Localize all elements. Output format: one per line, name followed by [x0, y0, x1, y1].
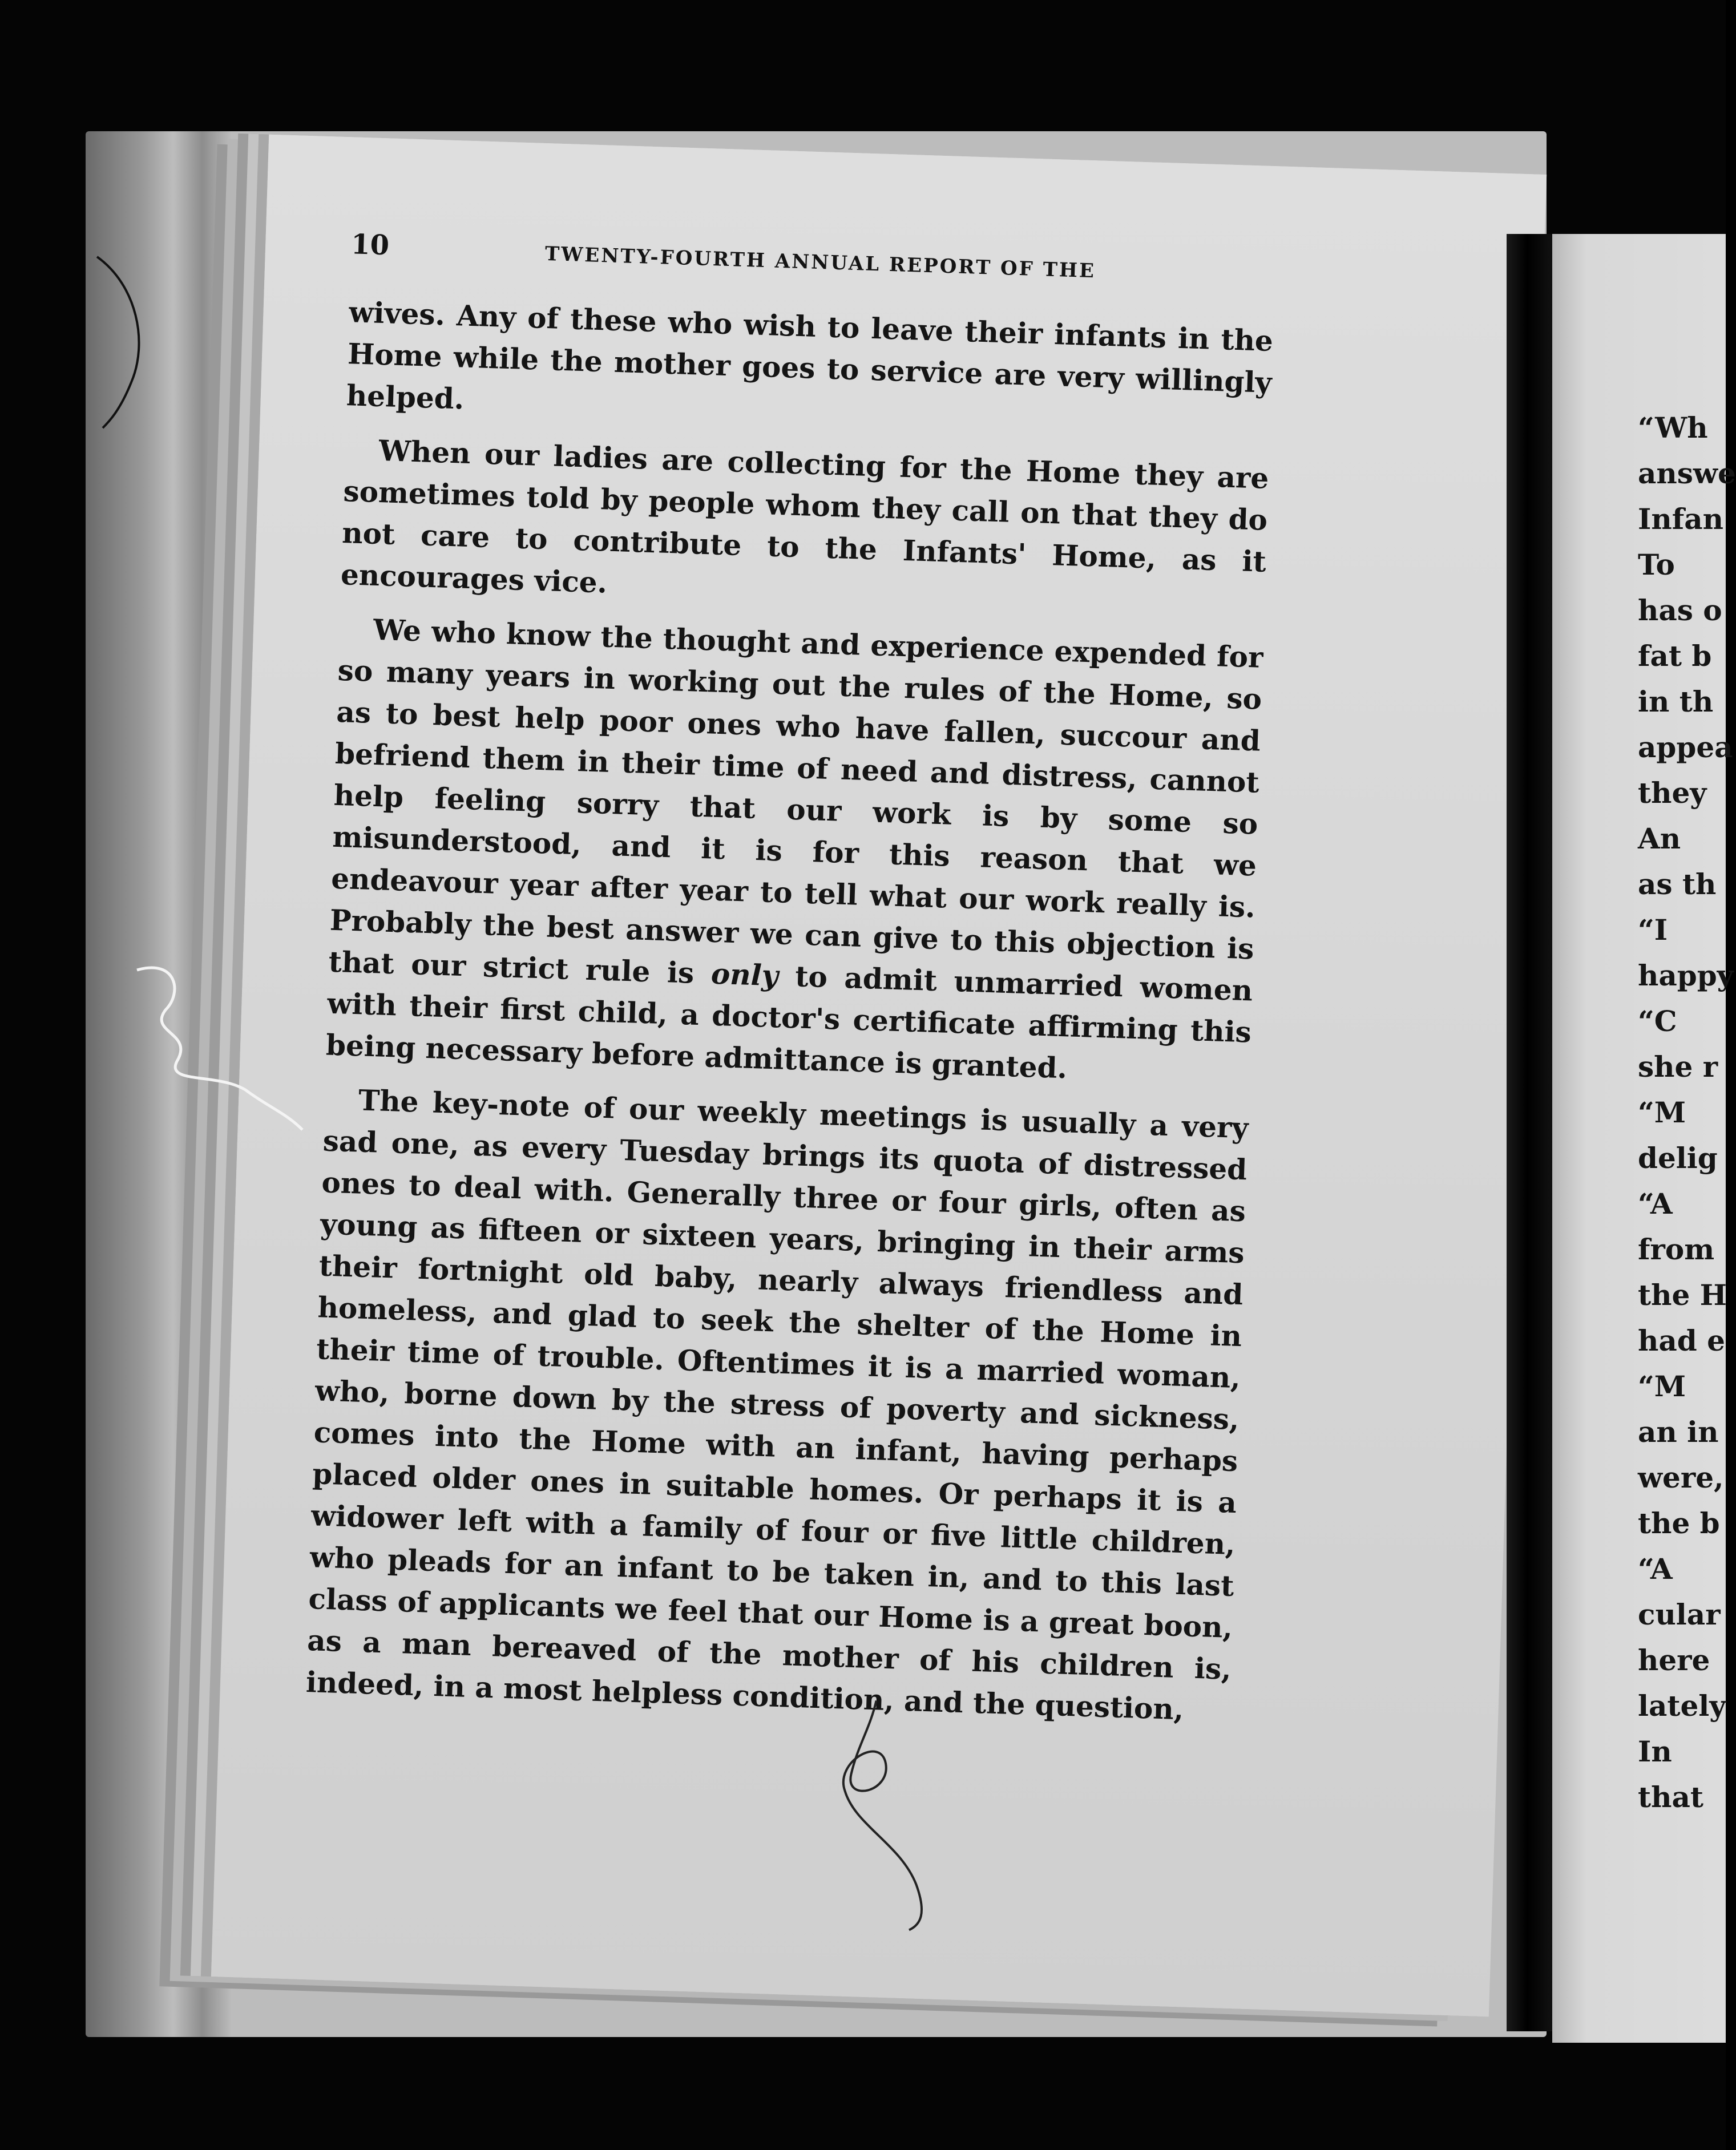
paragraph-3-text-after: to admit unmarried women with their first child, a doctor's certificate affirming this being necessary before admittance is granted. — [325, 959, 1253, 1085]
right-page-text — [1638, 405, 1736, 1820]
right-line: “C — [1638, 1004, 1677, 1038]
right-line: “M — [1638, 1096, 1686, 1129]
right-line: here — [1638, 1643, 1710, 1677]
right-line: fat b — [1638, 639, 1712, 673]
page-header — [350, 223, 1276, 303]
right-line: “Wh — [1638, 411, 1708, 444]
right-line: were, — [1638, 1461, 1724, 1494]
paragraph-3-text-before: We who know the thought and experience expended for so many years in working out the rules of the Home, so as to best help poor ones who have fallen, succour and befriend them in their time of need and distress, cannot help feeling sorry that our work is by some so misunderstood, and it is for this reason that we endeavour year after year to tell what our work really is. Probably the best answer we can give to this objection is that our strict rule is — [328, 612, 1264, 991]
paragraph-2: When our ladies are collecting for the Home they are sometimes told by people whom they call on that they do not care to contribute to the Infants' Home, as it encourages vice. — [340, 433, 1270, 600]
left-page — [211, 135, 1547, 2017]
right-page-fragment — [1552, 234, 1736, 2043]
paragraph-3 — [325, 608, 1263, 1094]
book-gutter — [1507, 234, 1558, 2031]
right-line: delig — [1638, 1141, 1718, 1175]
right-line: An — [1638, 822, 1681, 855]
paragraph-1: wives. Any of these who wish to leave their infants in the Home while the mother goes to service are very willingly helped. — [346, 295, 1274, 416]
right-line: happy — [1638, 959, 1734, 992]
right-line: she r — [1638, 1050, 1718, 1084]
right-line: the b — [1638, 1506, 1720, 1540]
right-line: lately — [1638, 1689, 1726, 1723]
right-line: To — [1638, 548, 1675, 581]
paragraph-4: The key-note of our weekly meetings is usually a very sad one, as every Tuesday brings its quota of distressed ones to deal with. Generally three or four girls, often as young as fifteen or sixteen years, bringing in their arms their fortnight old baby, nearly always friendless and homeless, and glad to seek the shelter of the Home in their time of trouble. Oftentimes it is a married woman, who, borne down by the stress of poverty and sickness, comes into the Home with an infant, having perhaps placed older ones in suitable homes. Or perhaps it is a widower left with a family of four or five little children, who pleads for an infant to be taken in, and to this last class of applicants we feel that our Home is a great boon, as a man bereaved of the mother of his children is, indeed, in a most helpless condition, and the question, — [305, 1083, 1249, 1727]
right-line: the H — [1638, 1278, 1727, 1312]
right-line: in th — [1638, 685, 1714, 718]
paragraph-3-emphasis: only — [710, 956, 779, 993]
right-line: answe — [1638, 456, 1736, 490]
right-line: “A — [1638, 1552, 1673, 1586]
right-line: “M — [1638, 1369, 1686, 1403]
right-line: Infan — [1638, 502, 1723, 536]
right-line: cular — [1638, 1598, 1721, 1631]
right-line: “A — [1638, 1187, 1673, 1221]
right-line: had e — [1638, 1324, 1725, 1357]
page-text-block — [305, 223, 1275, 1744]
right-line: from — [1638, 1232, 1715, 1266]
right-line: In — [1638, 1735, 1672, 1768]
right-line: as th — [1638, 867, 1717, 901]
running-head: TWENTY-FOURTH ANNUAL REPORT OF THE — [544, 242, 1096, 283]
page-number: 10 — [350, 228, 390, 262]
right-line: appea — [1638, 730, 1733, 764]
right-line: that — [1638, 1780, 1703, 1814]
right-line: an in — [1638, 1415, 1719, 1449]
right-line: “I — [1638, 913, 1668, 947]
right-line: has o — [1638, 593, 1722, 627]
right-line: they — [1638, 776, 1707, 810]
